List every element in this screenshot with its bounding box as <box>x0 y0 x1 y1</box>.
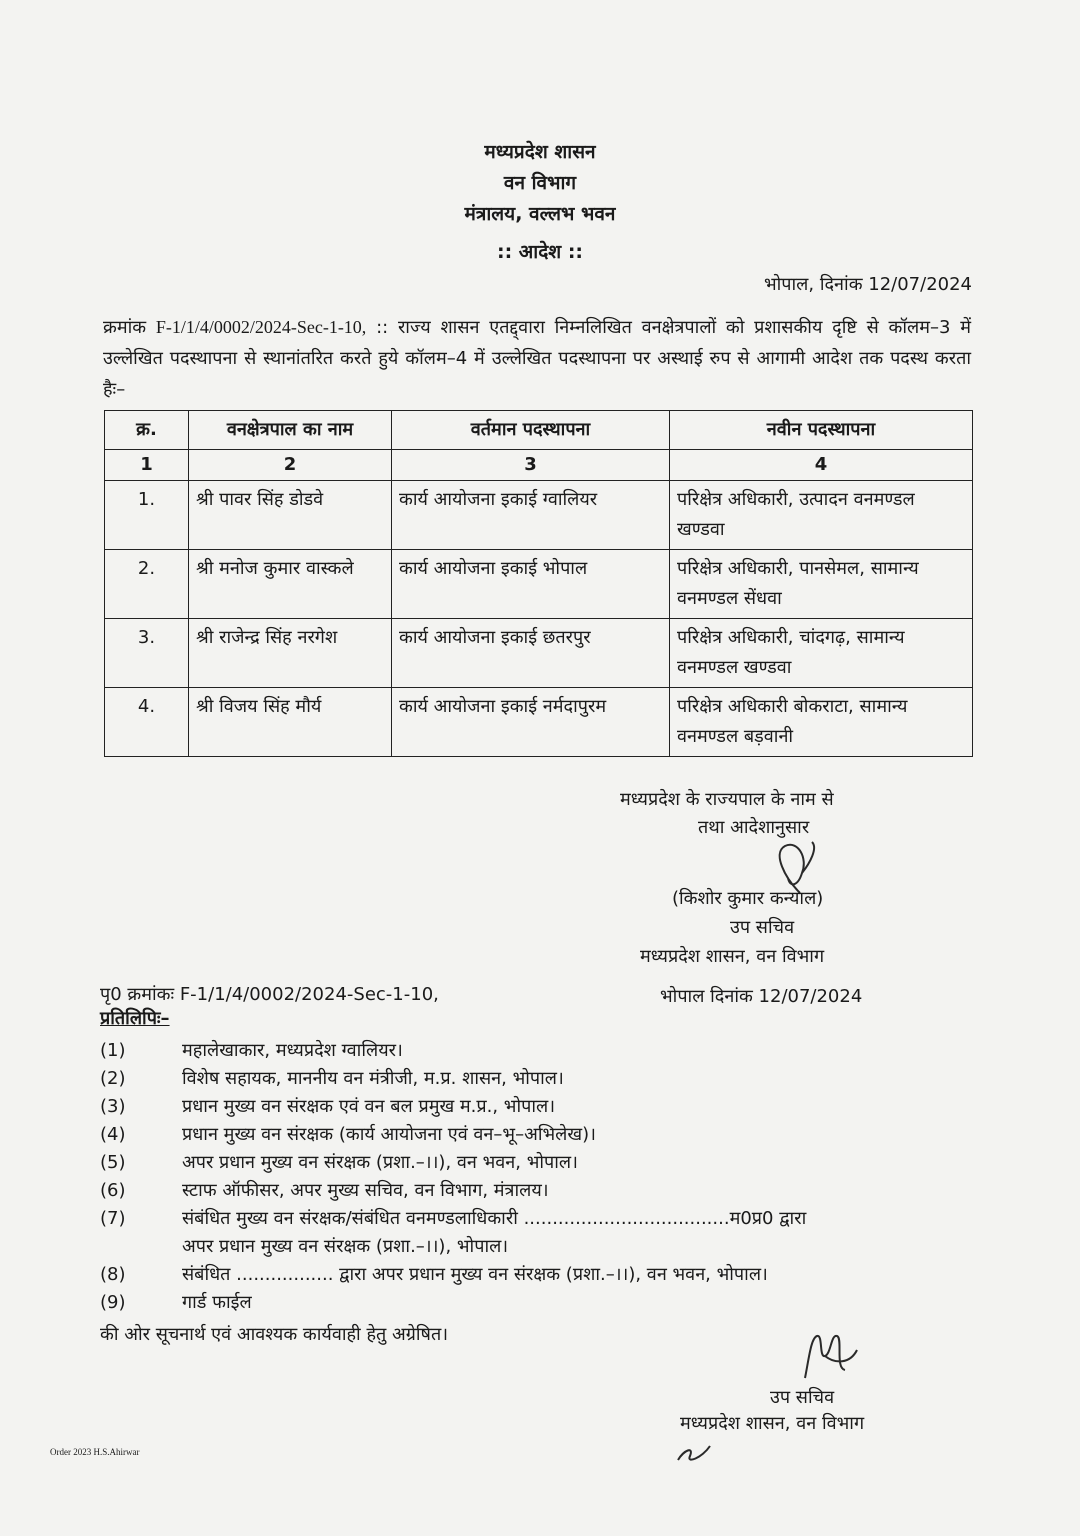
intro-label: क्रमांक <box>103 317 147 338</box>
signatory-designation: उप सचिव <box>730 917 795 938</box>
header-current-posting: वर्तमान पदस्थापना <box>392 411 670 450</box>
intro-ref: F-1/1/4/0002/2024-Sec-1-10, <box>155 317 367 337</box>
row-sno: 2. <box>105 550 189 619</box>
list-item-number: (6) <box>100 1179 126 1201</box>
col-number: 4 <box>670 450 973 481</box>
column-number-row <box>105 450 973 481</box>
row-name: श्री राजेन्द्र सिंह नरगेश <box>189 619 392 688</box>
row-name: श्री पावर सिंह डोडवे <box>189 481 392 550</box>
list-item-text: अपर प्रधान मुख्य वन संरक्षक (प्रशा.–।।), भोपाल। <box>182 1236 509 1257</box>
header-new-posting: नवीन पदस्थापना <box>670 411 973 450</box>
header-sno: क्र. <box>105 411 189 450</box>
ministry-address: मंत्रालय, वल्लभ भवन <box>464 203 616 225</box>
list-item-number: (2) <box>100 1067 126 1089</box>
list-item <box>100 1176 806 1204</box>
row-new-posting: परिक्षेत्र अधिकारी, चांदगढ़, सामान्य वनमण्डल खण्डवा <box>670 619 973 688</box>
list-item-number: (8) <box>100 1263 126 1285</box>
footer-note: Order 2023 H.S.Ahirwar <box>50 1447 140 1457</box>
govt-title: मध्यप्रदेश शासन <box>484 141 596 163</box>
table-row <box>105 688 973 757</box>
endorsement-ref: पृ0 क्रमांकः F-1/1/4/0002/2024-Sec-1-10, <box>100 984 439 1005</box>
authority-line-1: मध्यप्रदेश के राज्यपाल के नाम से <box>620 789 834 810</box>
copy-to-list <box>100 1036 806 1316</box>
intro-paragraph <box>103 312 971 405</box>
list-item-number: (5) <box>100 1151 126 1173</box>
list-item-number: (7) <box>100 1207 126 1229</box>
place-date: भोपाल, दिनांक 12/07/2024 <box>763 274 972 295</box>
intro-text: :: राज्य शासन एतद्द्वारा निम्नलिखित वनक्षेत्रपालों को प्रशासकीय दृष्टि से कॉलम–3 में उल्लेखित पदस्थापना से स्थानांतरित करते हुये कॉलम–4 में उल्लेखित पदस्थापना पर अस्थाई रुप से आगामी आदेश तक पदस्थ करता हैः– <box>103 317 971 400</box>
row-current-posting: कार्य आयोजना इकाई नर्मदापुरम <box>392 688 670 757</box>
department-title: वन विभाग <box>503 172 577 194</box>
row-sno: 4. <box>105 688 189 757</box>
list-item <box>100 1204 806 1232</box>
list-item-number: (1) <box>100 1039 126 1061</box>
table-row <box>105 550 973 619</box>
signatory-name: (किशोर कुमार कन्याल) <box>672 888 824 909</box>
table-row <box>105 481 973 550</box>
list-item-text: संबंधित मुख्य वन संरक्षक/संबंधित वनमण्डलाधिकारी ....................................म0प्र0 द्वारा <box>182 1208 807 1229</box>
list-item-text: महालेखाकार, मध्यप्रदेश ग्वालियर। <box>182 1040 403 1061</box>
list-item-text: विशेष सहायक, माननीय वन मंत्रीजी, म.प्र. शासन, भोपाल। <box>182 1068 564 1089</box>
row-current-posting: कार्य आयोजना इकाई ग्वालियर <box>392 481 670 550</box>
row-sno: 1. <box>105 481 189 550</box>
header-name: वनक्षेत्रपाल का नाम <box>189 411 392 450</box>
list-item <box>100 1260 806 1288</box>
row-new-posting: परिक्षेत्र अधिकारी, पानसेमल, सामान्य वनमण्डल सेंधवा <box>670 550 973 619</box>
table-row <box>105 619 973 688</box>
list-item-number: (3) <box>100 1095 126 1117</box>
initial-mark <box>672 1438 716 1468</box>
col-number: 2 <box>189 450 392 481</box>
table-header-row <box>105 411 973 450</box>
row-current-posting: कार्य आयोजना इकाई छतरपुर <box>392 619 670 688</box>
row-name: श्री विजय सिंह मौर्य <box>189 688 392 757</box>
col-number: 3 <box>392 450 670 481</box>
signatory-department: मध्यप्रदेश शासन, वन विभाग <box>640 946 825 967</box>
list-item <box>100 1232 806 1260</box>
list-item-number: (4) <box>100 1123 126 1145</box>
closing-line: की ओर सूचनार्थ एवं आवश्यक कार्यवाही हेतु अग्रेषित। <box>100 1324 449 1345</box>
list-item <box>100 1036 806 1064</box>
list-item-text: स्टाफ ऑफीसर, अपर मुख्य सचिव, वन विभाग, मंत्रालय। <box>182 1180 549 1201</box>
copy-to-label: प्रतिलिपिः– <box>100 1008 170 1029</box>
signatory2-department: मध्यप्रदेश शासन, वन विभाग <box>680 1413 865 1434</box>
list-item-number: (9) <box>100 1291 126 1313</box>
row-name: श्री मनोज कुमार वास्कले <box>189 550 392 619</box>
row-new-posting: परिक्षेत्र अधिकारी, उत्पादन वनमण्डल खण्डवा <box>670 481 973 550</box>
signatory2-designation: उप सचिव <box>770 1387 835 1408</box>
order-heading: :: आदेश :: <box>496 241 584 263</box>
list-item <box>100 1148 806 1176</box>
authority-line-2: तथा आदेशानुसार <box>698 817 810 838</box>
list-item-text: अपर प्रधान मुख्य वन संरक्षक (प्रशा.–।।), वन भवन, भोपाल। <box>182 1152 578 1173</box>
row-current-posting: कार्य आयोजना इकाई भोपाल <box>392 550 670 619</box>
signature-2 <box>795 1328 865 1388</box>
col-number: 1 <box>105 450 189 481</box>
list-item <box>100 1092 806 1120</box>
list-item-text: गार्ड फाईल <box>182 1292 252 1313</box>
transfer-table <box>104 410 973 757</box>
list-item <box>100 1288 806 1316</box>
list-item <box>100 1120 806 1148</box>
list-item <box>100 1064 806 1092</box>
row-sno: 3. <box>105 619 189 688</box>
row-new-posting: परिक्षेत्र अधिकारी बोकराटा, सामान्य वनमण्डल बड़वानी <box>670 688 973 757</box>
list-item-text: प्रधान मुख्य वन संरक्षक (कार्य आयोजना एवं वन–भू–अभिलेख)। <box>182 1124 596 1145</box>
endorsement-date: भोपाल दिनांक 12/07/2024 <box>660 986 863 1007</box>
list-item-text: प्रधान मुख्य वन संरक्षक एवं वन बल प्रमुख म.प्र., भोपाल। <box>182 1096 556 1117</box>
list-item-text: संबंधित ................. द्वारा अपर प्रधान मुख्य वन संरक्षक (प्रशा.–।।), वन भवन, भोपाल। <box>182 1264 768 1285</box>
